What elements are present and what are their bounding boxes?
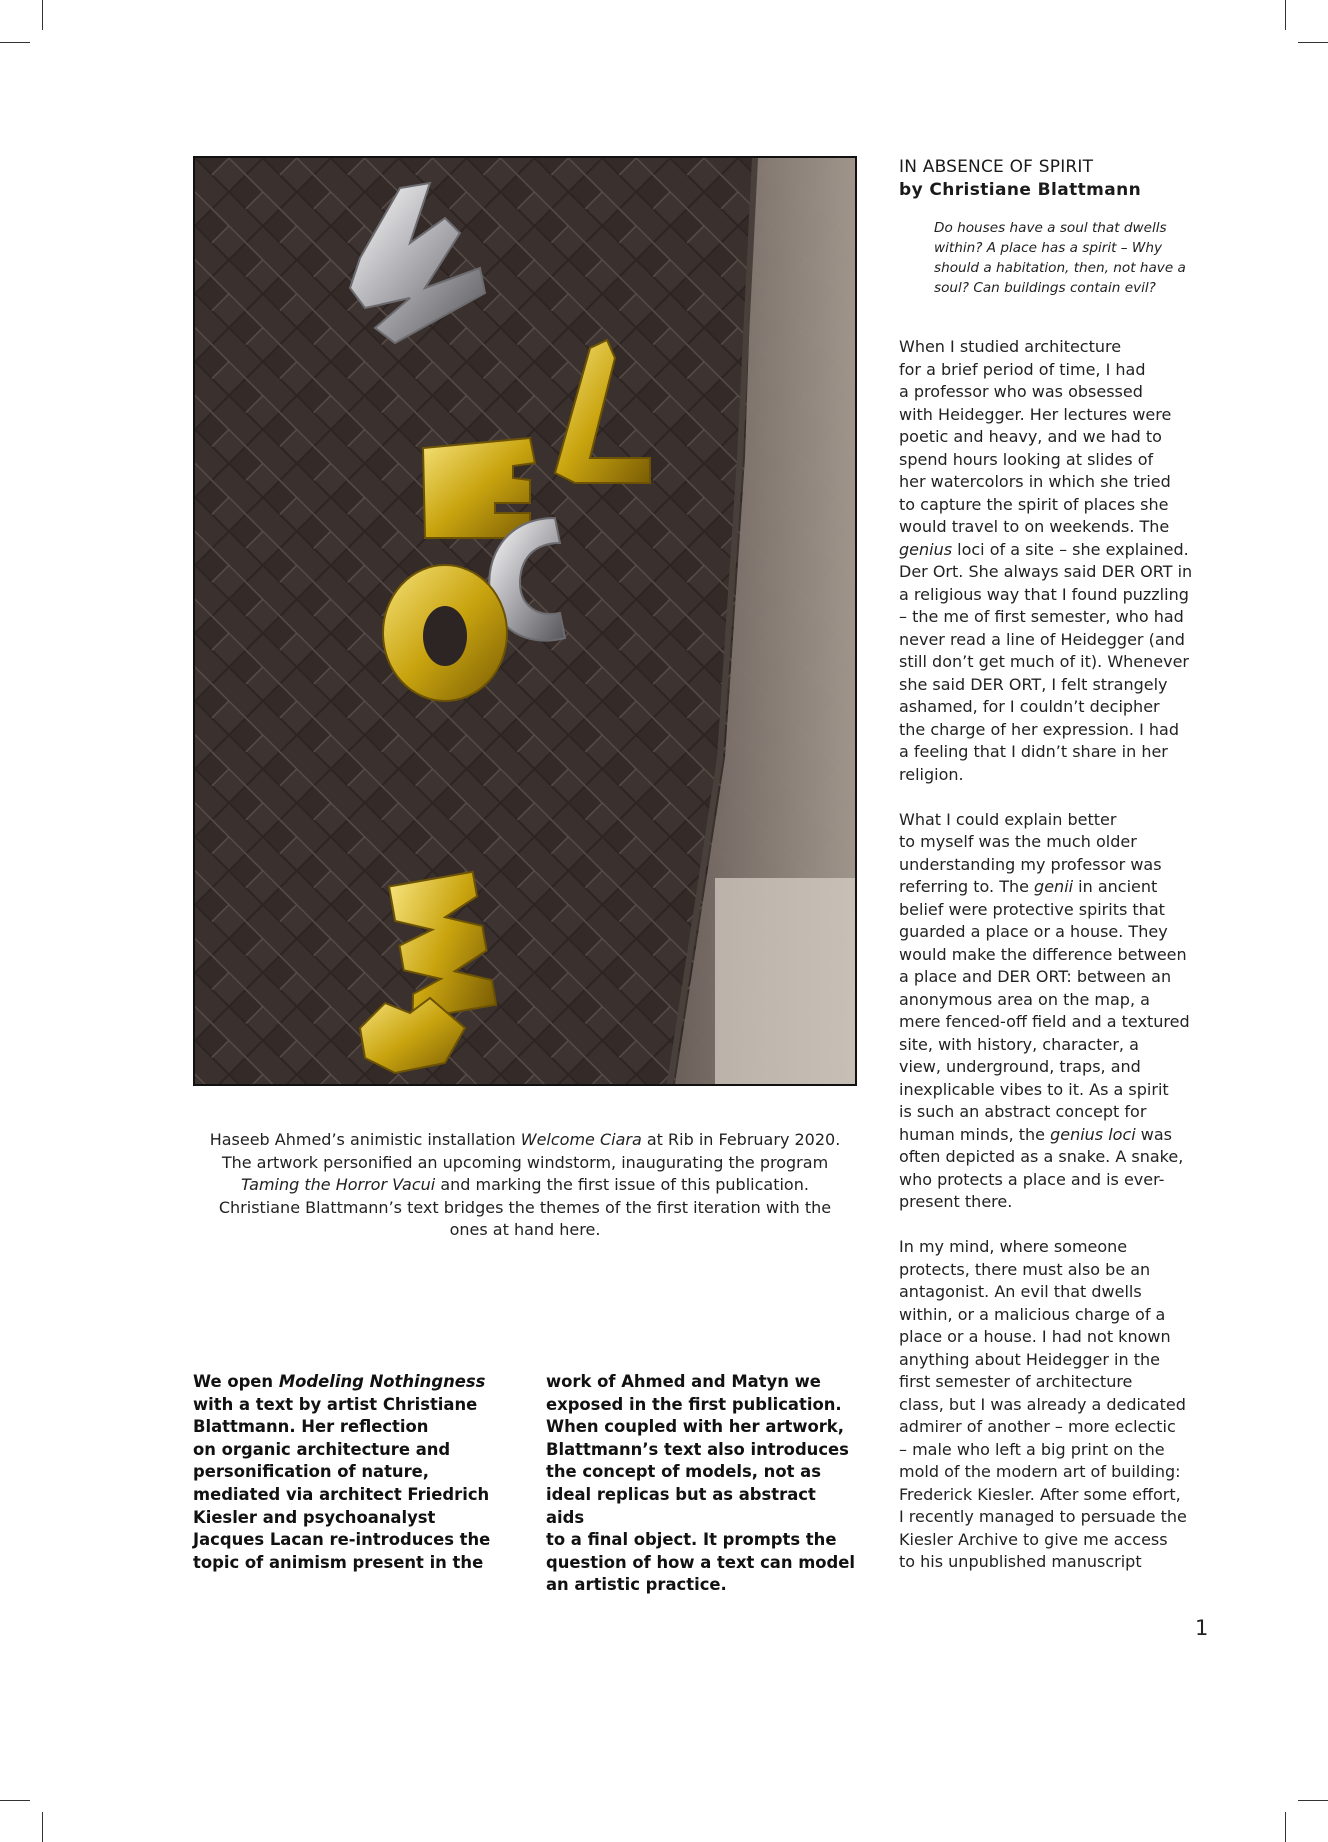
article-heading [899,156,1229,202]
paragraph-3: In my mind, where someone protects, there must also be an antagonist. An evil that dwells within, or a malicious charge of a place or a house. I had not known anything about Heidegger in the first semester of architecture class, but I was already a dedicated admirer of another – more eclectic – male who left a big print on the mold of the modern art of building: Frederick Kiesler. After some effort, I recently managed to persuade the Kiesler Archive to give me access to his unpublished manuscript [899,1237,1187,1571]
crop-mark-tr-h [1298,42,1328,43]
intro-column-2: work of Ahmed and Matyn we exposed in the first publication. When coupled with her artwork, Blattmann’s text also introduces the concept of models, not as ideal replicas but as abstract aids to a final object. It prompts the question of how a text can model an artistic practice. [546,1372,856,1595]
crop-mark-br-v [1285,1812,1286,1842]
balloon-letter-e [423,438,535,538]
paragraph-1: When I studied architecture for a brief period of time, I had a professor who was obsessed with Heidegger. Her lectures were poetic and heavy, and we had to spend hours looking at slides of her watercolors in which she tried to capture the spirit of places she would travel to on weekends. The genius loci of a site – she explained. Der Ort. She always said DER ORT in a religious way that I found puzzling – the me of first semester, who had never read a line of Heidegger (and still don’t get much of it). Whenever she said DER ORT, I felt strangely ashamed, for I couldn’t decipher the charge of her expression. I had a feeling that I didn’t share in her religion. [899,337,1193,784]
crop-mark-tr-v [1285,0,1286,30]
epigraph: Do houses have a soul that dwells within? A place has a spirit – Why should a habitation, then, not have a soul? Can buildings contain evil? [934,220,1186,296]
crop-mark-br-h [1298,1800,1328,1801]
balloon-letter-o [383,565,507,701]
crop-mark-bl-h [0,1800,30,1801]
crop-mark-bl-v [42,1812,43,1842]
article-byline: by Christiane Blattmann [899,180,1142,200]
installation-photo [193,156,857,1086]
intro-column-1: We open Modeling Nothingness with a text by artist Christiane Blattmann. Her reflection on organic architecture and personification of nature, mediated via architect Friedrich Kiesler and psychoanalyst Jacques Lacan re-introduces the topic of animism present in the [193,1372,491,1572]
article-title: IN ABSENCE OF SPIRIT [899,157,1094,177]
photo-caption: Haseeb Ahmed’s animistic installation Welcome Ciara at Rib in February 2020. The artwork personified an upcoming windstorm, inaugurating the program Taming the Horror Vacui and marking the first issue of this publication. Christiane Blattmann’s text bridges the themes of the first iteration with the ones at hand here. [209,1130,841,1239]
page-number: 1 [1195,1616,1209,1640]
crop-mark-tl-h [0,42,30,43]
article-body [899,336,1239,1596]
crop-mark-tl-v [42,0,43,30]
paragraph-2: What I could explain better to myself was the much older understanding my professor was referring to. The genii in ancient belief were protective spirits that guarded a place or a house. They would make the difference between a place and DER ORT: between an anonymous area on the map, a mere fenced-off field and a textured site, with history, character, a view, underground, traps, and inexplicable vibes to it. As a spirit is such an abstract concept for human minds, the genius loci was often depicted as a snake. A snake, who protects a place and is ever- present there. [899,809,1190,1211]
photo-illustration [195,158,855,1084]
